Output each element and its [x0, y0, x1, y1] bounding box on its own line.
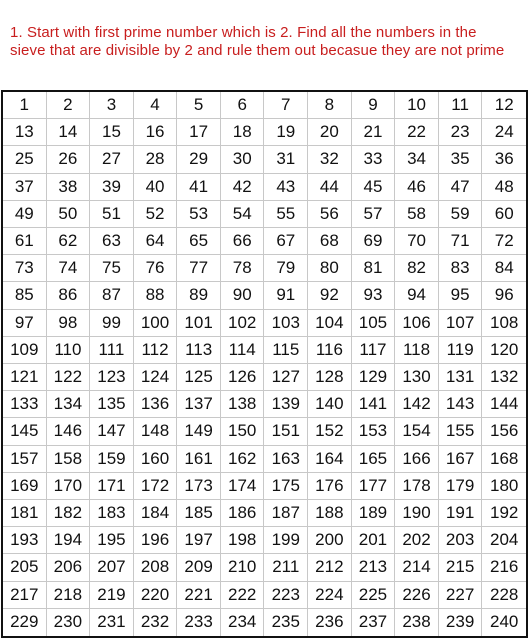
- sieve-cell-92[interactable]: 92: [308, 282, 352, 309]
- sieve-cell-69[interactable]: 69: [352, 228, 396, 255]
- sieve-cell-190[interactable]: 190: [395, 500, 439, 527]
- sieve-cell-43[interactable]: 43: [264, 174, 308, 201]
- sieve-cell-147[interactable]: 147: [90, 418, 134, 445]
- sieve-cell-103[interactable]: 103: [264, 310, 308, 337]
- sieve-cell-174[interactable]: 174: [221, 473, 265, 500]
- sieve-cell-23[interactable]: 23: [439, 119, 483, 146]
- sieve-cell-109[interactable]: 109: [3, 337, 47, 364]
- sieve-cell-4[interactable]: 4: [134, 92, 178, 119]
- sieve-cell-150[interactable]: 150: [221, 418, 265, 445]
- sieve-cell-125[interactable]: 125: [177, 364, 221, 391]
- sieve-cell-145[interactable]: 145: [3, 418, 47, 445]
- sieve-cell-240[interactable]: 240: [490, 612, 519, 632]
- sieve-cell-210[interactable]: 210: [221, 554, 265, 581]
- sieve-cell-228[interactable]: 228: [482, 582, 526, 609]
- sieve-cell-133[interactable]: 133: [3, 391, 47, 418]
- sieve-cell-220[interactable]: 220: [134, 582, 178, 609]
- sieve-cell-24[interactable]: 24: [482, 119, 526, 146]
- sieve-cell-8[interactable]: 8: [308, 92, 352, 119]
- sieve-cell-137[interactable]: 137: [177, 391, 221, 418]
- sieve-cell-20[interactable]: 20: [308, 119, 352, 146]
- sieve-cell-2[interactable]: 2: [47, 92, 91, 119]
- sieve-cell-177[interactable]: 177: [352, 473, 396, 500]
- sieve-cell-113[interactable]: 113: [177, 337, 221, 364]
- sieve-cell-48[interactable]: 48: [482, 174, 526, 201]
- sieve-cell-12[interactable]: 12: [482, 92, 526, 119]
- sieve-cell-152[interactable]: 152: [308, 418, 352, 445]
- sieve-cell-164[interactable]: 164: [308, 446, 352, 473]
- sieve-cell-58[interactable]: 58: [395, 201, 439, 228]
- sieve-cell-146[interactable]: 146: [47, 418, 91, 445]
- sieve-cell-82[interactable]: 82: [395, 255, 439, 282]
- sieve-cell-134[interactable]: 134: [47, 391, 91, 418]
- sieve-cell-106[interactable]: 106: [395, 310, 439, 337]
- sieve-cell-112[interactable]: 112: [134, 337, 178, 364]
- sieve-cell-143[interactable]: 143: [439, 391, 483, 418]
- sieve-cell-183[interactable]: 183: [90, 500, 134, 527]
- sieve-cell-11[interactable]: 11: [439, 92, 483, 119]
- sieve-cell-165[interactable]: 165: [352, 446, 396, 473]
- sieve-cell-156[interactable]: 156: [482, 418, 526, 445]
- sieve-cell-93[interactable]: 93: [352, 282, 396, 309]
- sieve-cell-117[interactable]: 117: [352, 337, 396, 364]
- sieve-cell-10[interactable]: 10: [395, 92, 439, 119]
- sieve-cell-176[interactable]: 176: [308, 473, 352, 500]
- sieve-cell-91[interactable]: 91: [264, 282, 308, 309]
- sieve-cell-65[interactable]: 65: [177, 228, 221, 255]
- sieve-cell-62[interactable]: 62: [47, 228, 91, 255]
- sieve-cell-124[interactable]: 124: [134, 364, 178, 391]
- sieve-cell-28[interactable]: 28: [134, 146, 178, 173]
- sieve-cell-158[interactable]: 158: [47, 446, 91, 473]
- sieve-cell-76[interactable]: 76: [134, 255, 178, 282]
- sieve-grid: [1, 90, 528, 638]
- sieve-cell-99[interactable]: 99: [90, 310, 134, 337]
- sieve-cell-81[interactable]: 81: [352, 255, 396, 282]
- sieve-cell-21[interactable]: 21: [352, 119, 396, 146]
- sieve-cell-157[interactable]: 157: [3, 446, 47, 473]
- sieve-cell-54[interactable]: 54: [221, 201, 265, 228]
- sieve-cell-115[interactable]: 115: [264, 337, 308, 364]
- sieve-cell-63[interactable]: 63: [90, 228, 134, 255]
- sieve-cell-18[interactable]: 18: [221, 119, 265, 146]
- sieve-cell-192[interactable]: 192: [482, 500, 526, 527]
- sieve-cell-19[interactable]: 19: [264, 119, 308, 146]
- sieve-cell-225[interactable]: 225: [352, 582, 396, 609]
- sieve-cell-181[interactable]: 181: [3, 500, 47, 527]
- sieve-cell-13[interactable]: 13: [3, 119, 47, 146]
- sieve-cell-38[interactable]: 38: [47, 174, 91, 201]
- sieve-cell-55[interactable]: 55: [264, 201, 308, 228]
- sieve-cell-35[interactable]: 35: [439, 146, 483, 173]
- sieve-cell-215[interactable]: 215: [439, 554, 483, 581]
- sieve-cell-232[interactable]: 232: [134, 609, 178, 636]
- sieve-cell-97[interactable]: 97: [3, 310, 47, 337]
- sieve-cell-118[interactable]: 118: [395, 337, 439, 364]
- sieve-cell-211[interactable]: 211: [264, 554, 308, 581]
- sieve-cell-202[interactable]: 202: [395, 527, 439, 554]
- sieve-cell-60[interactable]: 60: [482, 201, 526, 228]
- sieve-cell-187[interactable]: 187: [264, 500, 308, 527]
- sieve-cell-1[interactable]: 1: [3, 92, 47, 119]
- sieve-cell-167[interactable]: 167: [439, 446, 483, 473]
- sieve-cell-73[interactable]: 73: [3, 255, 47, 282]
- sieve-cell-42[interactable]: 42: [221, 174, 265, 201]
- sieve-cell-140[interactable]: 140: [308, 391, 352, 418]
- sieve-cell-154[interactable]: 154: [395, 418, 439, 445]
- sieve-cell-141[interactable]: 141: [352, 391, 396, 418]
- sieve-cell-194[interactable]: 194: [47, 527, 91, 554]
- sieve-cell-199[interactable]: 199: [264, 527, 308, 554]
- sieve-cell-178[interactable]: 178: [395, 473, 439, 500]
- sieve-cell-61[interactable]: 61: [3, 228, 47, 255]
- sieve-cell-56[interactable]: 56: [308, 201, 352, 228]
- sieve-cell-6[interactable]: 6: [221, 92, 265, 119]
- sieve-cell-234[interactable]: 234: [221, 609, 265, 636]
- sieve-cell-233[interactable]: 233: [177, 609, 221, 636]
- sieve-cell-128[interactable]: 128: [308, 364, 352, 391]
- sieve-cell-214[interactable]: 214: [395, 554, 439, 581]
- sieve-cell-136[interactable]: 136: [134, 391, 178, 418]
- sieve-cell-171[interactable]: 171: [90, 473, 134, 500]
- sieve-cell-98[interactable]: 98: [47, 310, 91, 337]
- sieve-cell-29[interactable]: 29: [177, 146, 221, 173]
- sieve-cell-212[interactable]: 212: [308, 554, 352, 581]
- sieve-cell-153[interactable]: 153: [352, 418, 396, 445]
- sieve-cell-239[interactable]: 239: [439, 609, 483, 636]
- sieve-cell-74[interactable]: 74: [47, 255, 91, 282]
- sieve-cell-49[interactable]: 49: [3, 201, 47, 228]
- sieve-cell-17[interactable]: 17: [177, 119, 221, 146]
- sieve-cell-77[interactable]: 77: [177, 255, 221, 282]
- sieve-cell-237[interactable]: 237: [352, 609, 396, 636]
- sieve-cell-195[interactable]: 195: [90, 527, 134, 554]
- sieve-cell-200[interactable]: 200: [308, 527, 352, 554]
- sieve-cell-236[interactable]: 236: [308, 609, 352, 636]
- sieve-cell-231[interactable]: 231: [90, 609, 134, 636]
- sieve-cell-230[interactable]: 230: [47, 609, 91, 636]
- instruction-text: 1. Start with first prime number which is 2. Find all the numbers in the sieve that are divisible by 2 and rule them out becasue they are not prime: [10, 24, 505, 59]
- sieve-cell-208[interactable]: 208: [134, 554, 178, 581]
- sieve-cell-9[interactable]: 9: [352, 92, 396, 119]
- sieve-cell-130[interactable]: 130: [395, 364, 439, 391]
- sieve-cell-205[interactable]: 205: [3, 554, 47, 581]
- sieve-cell-132[interactable]: 132: [482, 364, 526, 391]
- sieve-cell-78[interactable]: 78: [221, 255, 265, 282]
- sieve-cell-149[interactable]: 149: [177, 418, 221, 445]
- sieve-cell-119[interactable]: 119: [439, 337, 483, 364]
- sieve-cell-111[interactable]: 111: [90, 337, 134, 364]
- sieve-cell-83[interactable]: 83: [439, 255, 483, 282]
- sieve-cell-148[interactable]: 148: [134, 418, 178, 445]
- sieve-cell-162[interactable]: 162: [221, 446, 265, 473]
- sieve-cell-80[interactable]: 80: [308, 255, 352, 282]
- sieve-cell-5[interactable]: 5: [177, 92, 221, 119]
- sieve-cell-14[interactable]: 14: [47, 119, 91, 146]
- sieve-cell-218[interactable]: 218: [47, 582, 91, 609]
- sieve-cell-39[interactable]: 39: [90, 174, 134, 201]
- sieve-cell-161[interactable]: 161: [177, 446, 221, 473]
- sieve-cell-166[interactable]: 166: [395, 446, 439, 473]
- sieve-cell-31[interactable]: 31: [264, 146, 308, 173]
- sieve-cell-41[interactable]: 41: [177, 174, 221, 201]
- sieve-cell-123[interactable]: 123: [90, 364, 134, 391]
- sieve-cell-169[interactable]: 169: [3, 473, 47, 500]
- sieve-cell-95[interactable]: 95: [439, 282, 483, 309]
- sieve-cell-44[interactable]: 44: [308, 174, 352, 201]
- sieve-cell-94[interactable]: 94: [395, 282, 439, 309]
- sieve-cell-33[interactable]: 33: [352, 146, 396, 173]
- sieve-cell-139[interactable]: 139: [264, 391, 308, 418]
- sieve-cell-120[interactable]: 120: [482, 337, 526, 364]
- sieve-cell-45[interactable]: 45: [352, 174, 396, 201]
- sieve-cell-96[interactable]: 96: [482, 282, 526, 309]
- sieve-cell-172[interactable]: 172: [134, 473, 178, 500]
- sieve-cell-180[interactable]: 180: [482, 473, 526, 500]
- sieve-cell-114[interactable]: 114: [221, 337, 265, 364]
- sieve-cell-170[interactable]: 170: [47, 473, 91, 500]
- sieve-cell-87[interactable]: 87: [90, 282, 134, 309]
- sieve-cell-51[interactable]: 51: [90, 201, 134, 228]
- sieve-cell-175[interactable]: 175: [264, 473, 308, 500]
- sieve-cell-159[interactable]: 159: [90, 446, 134, 473]
- sieve-cell-34[interactable]: 34: [395, 146, 439, 173]
- sieve-cell-46[interactable]: 46: [395, 174, 439, 201]
- sieve-cell-79[interactable]: 79: [264, 255, 308, 282]
- sieve-cell-50[interactable]: 50: [47, 201, 91, 228]
- sieve-cell-57[interactable]: 57: [352, 201, 396, 228]
- sieve-cell-179[interactable]: 179: [439, 473, 483, 500]
- sieve-cell-70[interactable]: 70: [395, 228, 439, 255]
- sieve-cell-72[interactable]: 72: [482, 228, 526, 255]
- sieve-cell-206[interactable]: 206: [47, 554, 91, 581]
- sieve-cell-32[interactable]: 32: [308, 146, 352, 173]
- sieve-cell-7[interactable]: 7: [264, 92, 308, 119]
- sieve-cell-213[interactable]: 213: [352, 554, 396, 581]
- sieve-cell-160[interactable]: 160: [134, 446, 178, 473]
- sieve-cell-59[interactable]: 59: [439, 201, 483, 228]
- sieve-cell-66[interactable]: 66: [221, 228, 265, 255]
- sieve-cell-188[interactable]: 188: [308, 500, 352, 527]
- sieve-cell-47[interactable]: 47: [439, 174, 483, 201]
- sieve-cell-25[interactable]: 25: [3, 146, 47, 173]
- sieve-cell-173[interactable]: 173: [177, 473, 221, 500]
- sieve-cell-203[interactable]: 203: [439, 527, 483, 554]
- sieve-cell-219[interactable]: 219: [90, 582, 134, 609]
- sieve-cell-224[interactable]: 224: [308, 582, 352, 609]
- sieve-cell-226[interactable]: 226: [395, 582, 439, 609]
- sieve-cell-121[interactable]: 121: [3, 364, 47, 391]
- sieve-cell-90[interactable]: 90: [221, 282, 265, 309]
- sieve-cell-116[interactable]: 116: [308, 337, 352, 364]
- sieve-cell-3[interactable]: 3: [90, 92, 134, 119]
- sieve-cell-126[interactable]: 126: [221, 364, 265, 391]
- sieve-cell-88[interactable]: 88: [134, 282, 178, 309]
- sieve-cell-217[interactable]: 217: [3, 582, 47, 609]
- sieve-cell-67[interactable]: 67: [264, 228, 308, 255]
- sieve-cell-223[interactable]: 223: [264, 582, 308, 609]
- sieve-cell-216[interactable]: 216: [482, 554, 526, 581]
- sieve-cell-189[interactable]: 189: [352, 500, 396, 527]
- sieve-cell-235[interactable]: 235: [264, 609, 308, 636]
- sieve-cell-53[interactable]: 53: [177, 201, 221, 228]
- sieve-cell-155[interactable]: 155: [439, 418, 483, 445]
- sieve-cell-105[interactable]: 105: [352, 310, 396, 337]
- sieve-cell-144[interactable]: 144: [482, 391, 526, 418]
- sieve-cell-185[interactable]: 185: [177, 500, 221, 527]
- sieve-cell-107[interactable]: 107: [439, 310, 483, 337]
- sieve-cell-100[interactable]: 100: [134, 310, 178, 337]
- sieve-cell-30[interactable]: 30: [221, 146, 265, 173]
- sieve-cell-196[interactable]: 196: [134, 527, 178, 554]
- sieve-cell-186[interactable]: 186: [221, 500, 265, 527]
- sieve-cell-108[interactable]: 108: [482, 310, 526, 337]
- sieve-cell-209[interactable]: 209: [177, 554, 221, 581]
- sieve-cell-101[interactable]: 101: [177, 310, 221, 337]
- sieve-cell-207[interactable]: 207: [90, 554, 134, 581]
- sieve-cell-131[interactable]: 131: [439, 364, 483, 391]
- sieve-cell-184[interactable]: 184: [134, 500, 178, 527]
- sieve-cell-168[interactable]: 168: [482, 446, 526, 473]
- sieve-cell-227[interactable]: 227: [439, 582, 483, 609]
- sieve-cell-27[interactable]: 27: [90, 146, 134, 173]
- sieve-cell-40[interactable]: 40: [134, 174, 178, 201]
- sieve-cell-197[interactable]: 197: [177, 527, 221, 554]
- sieve-cell-129[interactable]: 129: [352, 364, 396, 391]
- sieve-cell-64[interactable]: 64: [134, 228, 178, 255]
- sieve-cell-127[interactable]: 127: [264, 364, 308, 391]
- sieve-cell-151[interactable]: 151: [264, 418, 308, 445]
- sieve-cell-86[interactable]: 86: [47, 282, 91, 309]
- sieve-cell-238[interactable]: 238: [395, 609, 439, 636]
- sieve-cell-204[interactable]: 204: [482, 527, 526, 554]
- sieve-cell-221[interactable]: 221: [177, 582, 221, 609]
- sieve-cell-142[interactable]: 142: [395, 391, 439, 418]
- sieve-cell-15[interactable]: 15: [90, 119, 134, 146]
- sieve-cell-104[interactable]: 104: [308, 310, 352, 337]
- sieve-cell-16[interactable]: 16: [134, 119, 178, 146]
- sieve-cell-222[interactable]: 222: [221, 582, 265, 609]
- sieve-cell-110[interactable]: 110: [47, 337, 91, 364]
- sieve-cell-36[interactable]: 36: [482, 146, 526, 173]
- sieve-cell-163[interactable]: 163: [264, 446, 308, 473]
- sieve-cell-84[interactable]: 84: [482, 255, 526, 282]
- sieve-cell-201[interactable]: 201: [352, 527, 396, 554]
- sieve-cell-193[interactable]: 193: [3, 527, 47, 554]
- sieve-cell-85[interactable]: 85: [3, 282, 47, 309]
- sieve-cell-26[interactable]: 26: [47, 146, 91, 173]
- sieve-cell-229[interactable]: 229: [3, 609, 47, 636]
- sieve-cell-102[interactable]: 102: [221, 310, 265, 337]
- sieve-cell-75[interactable]: 75: [90, 255, 134, 282]
- sieve-cell-37[interactable]: 37: [3, 174, 47, 201]
- sieve-cell-52[interactable]: 52: [134, 201, 178, 228]
- sieve-cell-122[interactable]: 122: [47, 364, 91, 391]
- sieve-cell-71[interactable]: 71: [439, 228, 483, 255]
- sieve-cell-89[interactable]: 89: [177, 282, 221, 309]
- sieve-cell-198[interactable]: 198: [221, 527, 265, 554]
- sieve-cell-138[interactable]: 138: [221, 391, 265, 418]
- sieve-cell-191[interactable]: 191: [439, 500, 483, 527]
- sieve-cell-22[interactable]: 22: [395, 119, 439, 146]
- sieve-cell-68[interactable]: 68: [308, 228, 352, 255]
- sieve-cell-182[interactable]: 182: [47, 500, 91, 527]
- sieve-cell-135[interactable]: 135: [90, 391, 134, 418]
